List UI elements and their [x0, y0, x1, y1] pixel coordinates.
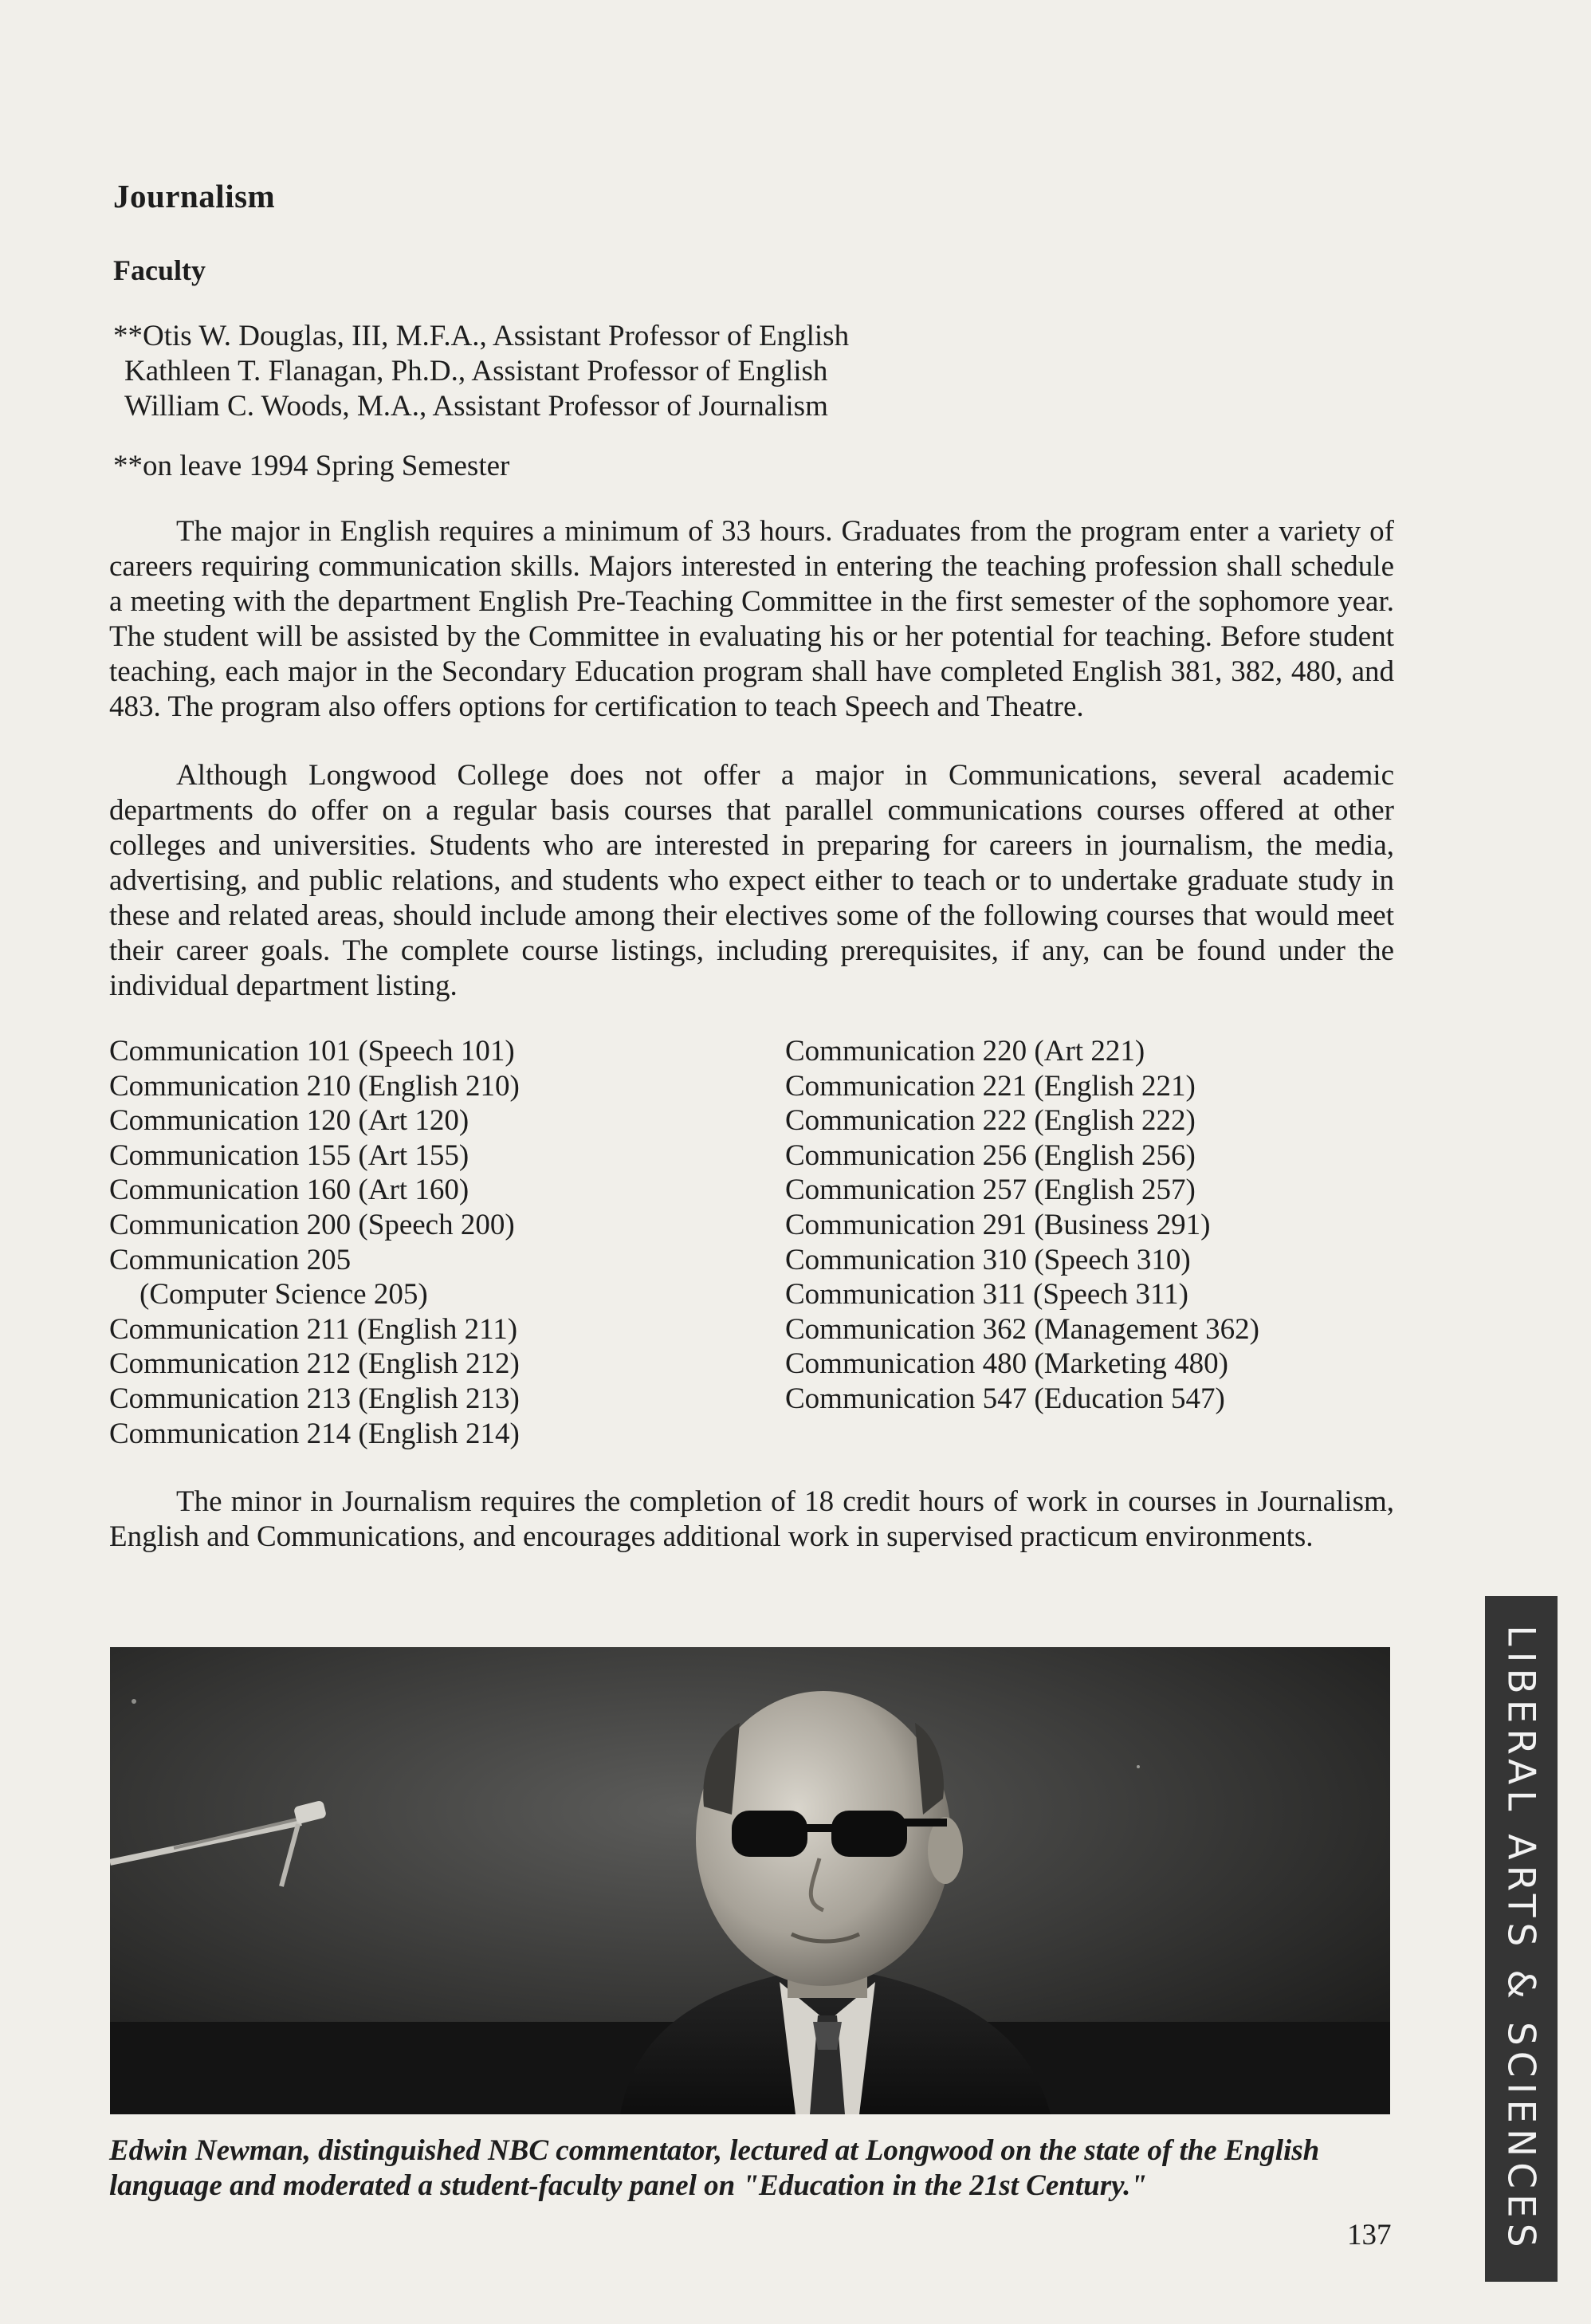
course-item: Communication 221 (English 221) [785, 1069, 1196, 1103]
course-item: Communication 256 (English 256) [785, 1138, 1196, 1172]
course-item: Communication 547 (Education 547) [785, 1382, 1225, 1415]
course-item: Communication 205 [109, 1243, 352, 1276]
course-item: Communication 155 (Art 155) [109, 1138, 469, 1172]
faculty-heading: Faculty [113, 254, 206, 286]
course-item: Communication 120 (Art 120) [109, 1104, 469, 1138]
course-item: Communication 362 (Management 362) [785, 1312, 1259, 1346]
speaker-photo-illustration [110, 1647, 1390, 2114]
course-item: Communication 222 (English 222) [785, 1104, 1196, 1138]
faculty-list [113, 319, 849, 424]
course-item: Communication 480 (Marketing 480) [785, 1347, 1228, 1381]
course-item: Communication 311 (Speech 311) [785, 1278, 1188, 1311]
side-tab-label: LIBERAL ARTS & SCIENCES [1499, 1625, 1543, 2253]
course-item: Communication 310 (Speech 310) [785, 1243, 1191, 1276]
course-item: Communication 220 (Art 221) [785, 1035, 1145, 1068]
faculty-member: **Otis W. Douglas, III, M.F.A., Assistant Professor of English [113, 320, 850, 352]
course-item: Communication 214 (English 214) [109, 1417, 520, 1450]
course-item: Communication 212 (English 212) [109, 1347, 520, 1381]
faculty-member: William C. Woods, M.A., Assistant Professor of Journalism [124, 390, 828, 423]
course-item-continuation: (Computer Science 205) [139, 1278, 428, 1311]
leave-note: **on leave 1994 Spring Semester [113, 450, 510, 482]
major-paragraph-block [109, 514, 1394, 725]
section-title: Journalism [113, 178, 276, 214]
course-item: Communication 101 (Speech 101) [109, 1035, 515, 1068]
course-item: Communication 211 (English 211) [109, 1312, 518, 1346]
major-paragraph: The major in English requires a minimum of 33 hours. Graduates from the program enter a variety of careers requiring communication skills. Majors interested in entering the teaching profession shall schedule a meeting with the department English Pre-Teaching Committee in the first semester of the sophomore year. The student will be assisted by the Committee in evaluating his or her potential for teaching. Before student teaching, each major in the Secondary Education program shall have completed English 381, 382, 480, and 483. The program also offers options for certification to teach Speech and Theatre. [109, 515, 1394, 723]
minor-paragraph-block [109, 1484, 1394, 1555]
photo-caption: Edwin Newman, distinguished NBC commentator, lectured at Longwood on the state of the English language and moderated a student-faculty panel on "Education in the 21st Century." [109, 2134, 1320, 2202]
minor-paragraph: The minor in Journalism requires the completion of 18 credit hours of work in courses in Journalism, English and Communications, and encourages additional work in supervised practicum environments. [109, 1485, 1394, 1553]
communications-paragraph: Although Longwood College does not offer a major in Communications, several academic departments do offer on a regular basis courses that parallel communications courses offered at other colleges and universities. Students who are interested in preparing for careers in journalism, the media, advertising, and public relations, and students who expect either to teach or to undertake graduate study in these and related areas, should include among their electives some of the following courses that would meet their career goals. The complete course listings, including prerequisites, if any, can be found under the individual department listing. [109, 759, 1394, 1002]
course-item: Communication 213 (English 213) [109, 1382, 520, 1415]
speaker-photo [110, 1647, 1390, 2114]
faculty-member: Kathleen T. Flanagan, Ph.D., Assistant Professor of English [124, 355, 828, 387]
course-list-left [109, 1034, 520, 1451]
page-number: 137 [1347, 2219, 1392, 2251]
course-item: Communication 210 (English 210) [109, 1069, 520, 1103]
communications-paragraph-block [109, 758, 1394, 1004]
course-item: Communication 160 (Art 160) [109, 1174, 469, 1207]
course-list-right [785, 1034, 1259, 1417]
course-item: Communication 291 (Business 291) [785, 1208, 1211, 1241]
course-item: Communication 257 (English 257) [785, 1174, 1196, 1207]
course-item: Communication 200 (Speech 200) [109, 1208, 515, 1241]
